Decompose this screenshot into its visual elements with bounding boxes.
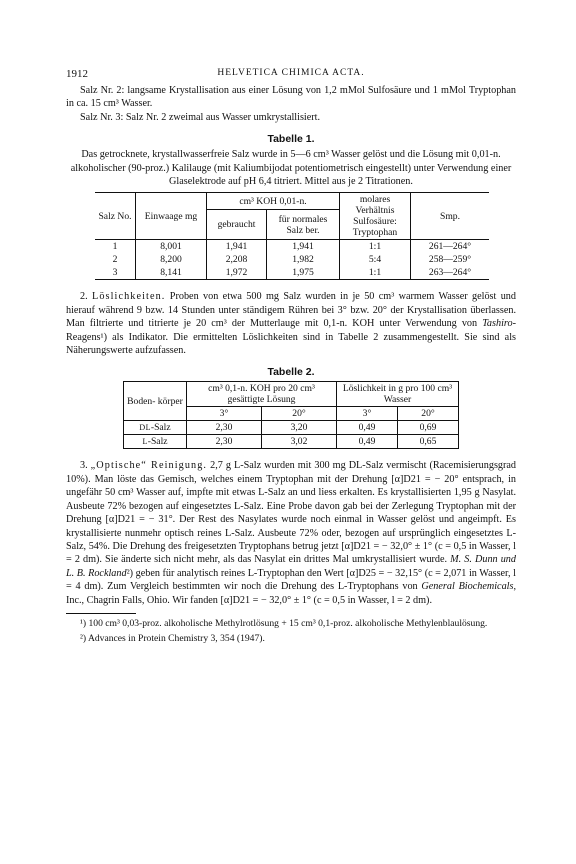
t2-cell: 3,20: [261, 421, 336, 435]
t2-prefix: L: [142, 437, 148, 447]
t2-cell: 3,02: [261, 435, 336, 449]
t1-cell: 261—264°: [411, 240, 490, 254]
t2-head-koh: cm³ 0,1-n. KOH pro 20 cm³ gesättigte Lösung: [187, 382, 337, 407]
t1-head-smp: Smp.: [411, 193, 490, 240]
section-2-paragraph: [66, 290, 516, 357]
section-2-text: Proben von etwa 500 mg Salz wurden in je 50 cm³ warmem Wasser gelöst und hierauf während 9 bzw. 14 Stunden unter ständigem Rühren bei 3° bzw. 20° der Krystallisation überlassen. Man filtrierte und titrierte je 20 cm³ der Mutterlauge mit 0,1-n. KOH unter Verwendung von: [66, 291, 516, 330]
section-3-text-2: ²) geben für analytisch reines L-Tryptophan den Wert [α]D25 = − 32,15° (c = 2,071 in Wasser, l = 4 dm). Zum Vergleich bestimmten wir noch die Drehung des L-Tryptophans von: [66, 567, 516, 593]
t1-cell: 1,941: [267, 240, 340, 254]
t1-cell: 258—259°: [411, 253, 490, 266]
t2-cell: 0,49: [336, 421, 397, 435]
section-2-text-end: -Reagens¹) als Indikator. Die ermittelten Löslichkeiten sind in Tabelle 2 zusammengestellt. Sie sind als Näherungswerte aufzufassen.: [66, 318, 516, 357]
footnote-divider: [66, 613, 136, 614]
author-name: Tashiro: [482, 318, 513, 330]
t1-cell: 1:1: [340, 266, 411, 280]
table-row: [95, 253, 489, 266]
t2-name: -Salz: [150, 422, 171, 434]
t1-cell: 1,975: [267, 266, 340, 280]
section-2-number: 2.: [80, 291, 88, 303]
table-row: [124, 421, 459, 435]
footnote-1: ¹) 100 cm³ 0,03-proz. alkoholische Methylrotlösung + 15 cm³ 0,1-proz. alkoholische Methylenblaulösung.: [80, 617, 488, 629]
journal-title: HELVETICA CHIMICA ACTA.: [217, 68, 365, 78]
t2-cell: 2,30: [187, 435, 262, 449]
t1-cell: 3: [95, 266, 136, 280]
t2-temp: 20°: [397, 407, 458, 421]
table1-caption: Das getrocknete, krystallwasserfreie Salz wurde in 5—6 cm³ Wasser gelöst und die Lösung mit 0,01-n. alkoholischer (90-proz.) Kalilauge (mit Kaliumbijodat potentiometrisch eingestellt) unter Verwendung einer Glaselektrode auf pH 6,4 titriert. Mittel aus je 2 Titrationen.: [70, 149, 512, 188]
t2-temp: 3°: [187, 407, 262, 421]
t2-cell: 0,65: [397, 435, 458, 449]
t1-cell: 1,972: [207, 266, 267, 280]
section-3-number: 3.: [80, 460, 88, 472]
t1-cell: 263—264°: [411, 266, 490, 280]
t1-cell: 8,200: [136, 253, 207, 266]
t2-name: -Salz: [147, 436, 168, 448]
t1-head-einwaage: Einwaage mg: [136, 193, 207, 240]
t2-prefix: DL: [139, 423, 151, 433]
t2-head-loes: Löslichkeit in g pro 100 cm³ Wasser: [336, 382, 458, 407]
t2-temp: 20°: [261, 407, 336, 421]
t2-cell: 0,69: [397, 421, 458, 435]
table-row: [95, 240, 489, 254]
footnote-2: ²) Advances in Protein Chemistry 3, 354 (1947).: [80, 632, 265, 644]
t2-head-koerper: Boden- körper: [124, 382, 187, 421]
table1: [95, 192, 489, 280]
cited-authors: M. S. Dunn und L. B. Rockland: [66, 554, 516, 579]
supplier-name: General Biochemicals: [421, 581, 514, 593]
t1-cell: 5:4: [340, 253, 411, 266]
t2-cell: 0,49: [336, 435, 397, 449]
t1-cell: 1: [112, 241, 118, 253]
t1-cell: 8,141: [136, 266, 207, 280]
t1-cell: 1,941: [207, 240, 267, 254]
t1-cell: 2: [112, 254, 118, 266]
table-row: [95, 266, 489, 280]
t2-temp: 3°: [336, 407, 397, 421]
t1-head-koh: cm³ KOH 0,01-n.: [207, 193, 340, 210]
t1-head-verhaeltnis: molares Verhältnis Sulfosäure: Tryptophan: [340, 193, 411, 240]
section-3-text: 2,7 g L-Salz wurden mit 300 mg DL-Salz vermischt (Racemisierungsgrad 10%). Man löste das Gemisch, welches einem Tryptophan mit der Drehung [α]D21 = − 20° entsprach, in ungefähr 50 cm³ Wasser auf, impfte mit etwas L-Salz an und liess erkalten. Es krystallisierten 1,95 g Nasylat. Ausbeute 72% bezogen auf eingesetztes L-Salz. Eine Probe davon gab bei der Zerlegung Tryptophan mit der Drehung [α]D21 = − 31°. Der Rest des Nasylates wurde noch einmal in Wasser gelöst und angeimpft. Es krystallisierte nunmehr optisch reines L-Salz. Ausbeute 72% oder, bezogen auf ursprünglich eingesetztes L-Salz, 54%. Die Drehung des freigesetzten Tryptophans betrug jetzt [α]D21 = − 32,0° ± 1° (c = 0,5 in Wasser, l = 2 dm). Sie änderte sich nicht mehr, als das Nasylat ein drittes Mal umkrystallisiert wurde.: [66, 460, 517, 566]
section-2-heading: Löslichkeiten.: [92, 291, 166, 303]
t1-cell: 1:1: [340, 240, 411, 254]
table1-title: Tabelle 1.: [267, 133, 315, 146]
t1-head-salz: Salz No.: [95, 193, 136, 240]
table2-title: Tabelle 2.: [267, 366, 315, 379]
t2-cell: 2,30: [187, 421, 262, 435]
t1-head-gebraucht: gebraucht: [207, 210, 267, 240]
page-number: 1912: [66, 68, 88, 80]
table2: [123, 381, 459, 449]
t2-cell-koerper: [124, 421, 187, 435]
intro-salt-2: Salz Nr. 2: langsame Krystallisation aus einer Lösung von 1,2 mMol Sulfosäure und 1 mMol Tryptophan in ca. 15 cm³ Wasser.: [66, 85, 516, 110]
t1-head-normales: für normales Salz ber.: [267, 210, 340, 240]
section-3-text-3: , Inc., Chagrin Falls, Ohio. Wir fanden [α]D21 = − 32,0° ± 1° (c = 0,5 in Wasser, l = 2 dm).: [66, 581, 517, 606]
section-3-paragraph: [66, 459, 516, 606]
t1-cell: 2,208: [207, 253, 267, 266]
t1-cell: 1,982: [267, 253, 340, 266]
section-3-heading: „Optische“ Reinigung.: [90, 460, 208, 472]
intro-salt-3: Salz Nr. 3: Salz Nr. 2 zweimal aus Wasser umkrystallisiert.: [80, 111, 321, 123]
running-header: [66, 68, 516, 84]
t1-cell: 8,001: [136, 240, 207, 254]
t2-cell-koerper: [124, 435, 187, 449]
page: [66, 68, 516, 645]
table-row: [124, 435, 459, 449]
